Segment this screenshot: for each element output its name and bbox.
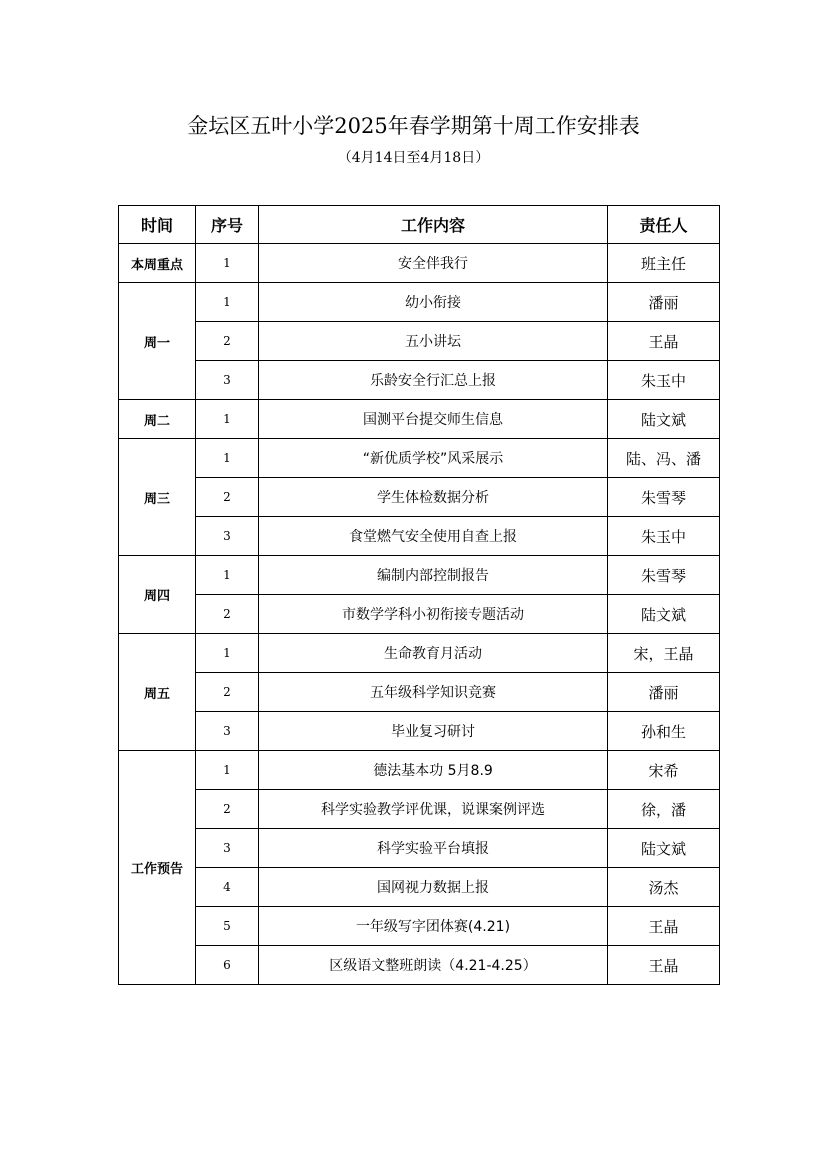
table-row xyxy=(119,907,720,946)
person-cell: 徐，潘 xyxy=(608,790,720,829)
person-cell: 朱雪琴 xyxy=(608,556,720,595)
day-cell: 工作预告 xyxy=(119,751,196,985)
person-cell: 陆、冯、潘 xyxy=(608,439,720,478)
table-row xyxy=(119,439,720,478)
person-cell: 王晶 xyxy=(608,322,720,361)
table-row xyxy=(119,595,720,634)
day-cell: 周二 xyxy=(119,400,196,439)
day-cell: 周三 xyxy=(119,439,196,556)
number-cell: 2 xyxy=(196,790,259,829)
date-range-subtitle: （4月14日至4月18日） xyxy=(337,150,490,166)
number-cell: 6 xyxy=(196,946,259,985)
day-cell: 本周重点 xyxy=(119,244,196,283)
content-cell: 食堂燃气安全使用自查上报 xyxy=(259,517,608,556)
content-cell: 国网视力数据上报 xyxy=(259,868,608,907)
content-cell: 生命教育月活动 xyxy=(259,634,608,673)
table-row xyxy=(119,283,720,322)
person-cell: 宋希 xyxy=(608,751,720,790)
number-cell: 1 xyxy=(196,751,259,790)
table-header xyxy=(119,206,720,244)
content-cell: 幼小衔接 xyxy=(259,283,608,322)
number-cell: 4 xyxy=(196,868,259,907)
header-time: 时间 xyxy=(119,206,196,244)
day-cell: 周五 xyxy=(119,634,196,751)
number-cell: 3 xyxy=(196,829,259,868)
number-cell: 3 xyxy=(196,517,259,556)
content-cell: 五小讲坛 xyxy=(259,322,608,361)
number-cell: 3 xyxy=(196,361,259,400)
number-cell: 1 xyxy=(196,244,259,283)
person-cell: 朱玉中 xyxy=(608,517,720,556)
header-person: 责任人 xyxy=(608,206,720,244)
table-body xyxy=(119,244,720,985)
person-cell: 潘丽 xyxy=(608,673,720,712)
header-row xyxy=(119,206,720,244)
day-cell: 周一 xyxy=(119,283,196,400)
person-cell: 陆文斌 xyxy=(608,400,720,439)
number-cell: 1 xyxy=(196,400,259,439)
table-row xyxy=(119,829,720,868)
person-cell: 潘丽 xyxy=(608,283,720,322)
table-row xyxy=(119,361,720,400)
page-title: 金坛区五叶小学2025年春学期第十周工作安排表 xyxy=(187,114,640,138)
person-cell: 宋，王晶 xyxy=(608,634,720,673)
content-cell: 市数学学科小初衔接专题活动 xyxy=(259,595,608,634)
content-cell: 德法基本功 5月8.9 xyxy=(259,751,608,790)
content-cell: 乐龄安全行汇总上报 xyxy=(259,361,608,400)
table-row xyxy=(119,400,720,439)
number-cell: 1 xyxy=(196,283,259,322)
table-row xyxy=(119,556,720,595)
table-row xyxy=(119,673,720,712)
number-cell: 2 xyxy=(196,595,259,634)
table-row xyxy=(119,244,720,283)
table-row xyxy=(119,790,720,829)
person-cell: 王晶 xyxy=(608,907,720,946)
content-cell: 一年级写字团体赛(4.21) xyxy=(259,907,608,946)
table-row xyxy=(119,517,720,556)
table-row xyxy=(119,751,720,790)
person-cell: 陆文斌 xyxy=(608,595,720,634)
content-cell: 科学实验教学评优课，说课案例评选 xyxy=(259,790,608,829)
table-row xyxy=(119,322,720,361)
person-cell: 王晶 xyxy=(608,946,720,985)
number-cell: 1 xyxy=(196,439,259,478)
content-cell: 编制内部控制报告 xyxy=(259,556,608,595)
day-cell: 周四 xyxy=(119,556,196,634)
content-cell: 学生体检数据分析 xyxy=(259,478,608,517)
header-content: 工作内容 xyxy=(259,206,608,244)
person-cell: 朱玉中 xyxy=(608,361,720,400)
person-cell: 汤杰 xyxy=(608,868,720,907)
person-cell: 朱雪琴 xyxy=(608,478,720,517)
content-cell: 毕业复习研讨 xyxy=(259,712,608,751)
person-cell: 班主任 xyxy=(608,244,720,283)
number-cell: 2 xyxy=(196,322,259,361)
number-cell: 1 xyxy=(196,634,259,673)
schedule-table xyxy=(118,205,720,985)
number-cell: 2 xyxy=(196,478,259,517)
table-row xyxy=(119,946,720,985)
table-row xyxy=(119,478,720,517)
header-number: 序号 xyxy=(196,206,259,244)
table-row xyxy=(119,634,720,673)
content-cell: 科学实验平台填报 xyxy=(259,829,608,868)
content-cell: 区级语文整班朗读（4.21-4.25） xyxy=(259,946,608,985)
number-cell: 5 xyxy=(196,907,259,946)
number-cell: 1 xyxy=(196,556,259,595)
table-row xyxy=(119,712,720,751)
content-cell: 五年级科学知识竞赛 xyxy=(259,673,608,712)
content-cell: 国测平台提交师生信息 xyxy=(259,400,608,439)
content-cell: “新优质学校”风采展示 xyxy=(259,439,608,478)
table-row xyxy=(119,868,720,907)
number-cell: 2 xyxy=(196,673,259,712)
person-cell: 陆文斌 xyxy=(608,829,720,868)
content-cell: 安全伴我行 xyxy=(259,244,608,283)
person-cell: 孙和生 xyxy=(608,712,720,751)
number-cell: 3 xyxy=(196,712,259,751)
